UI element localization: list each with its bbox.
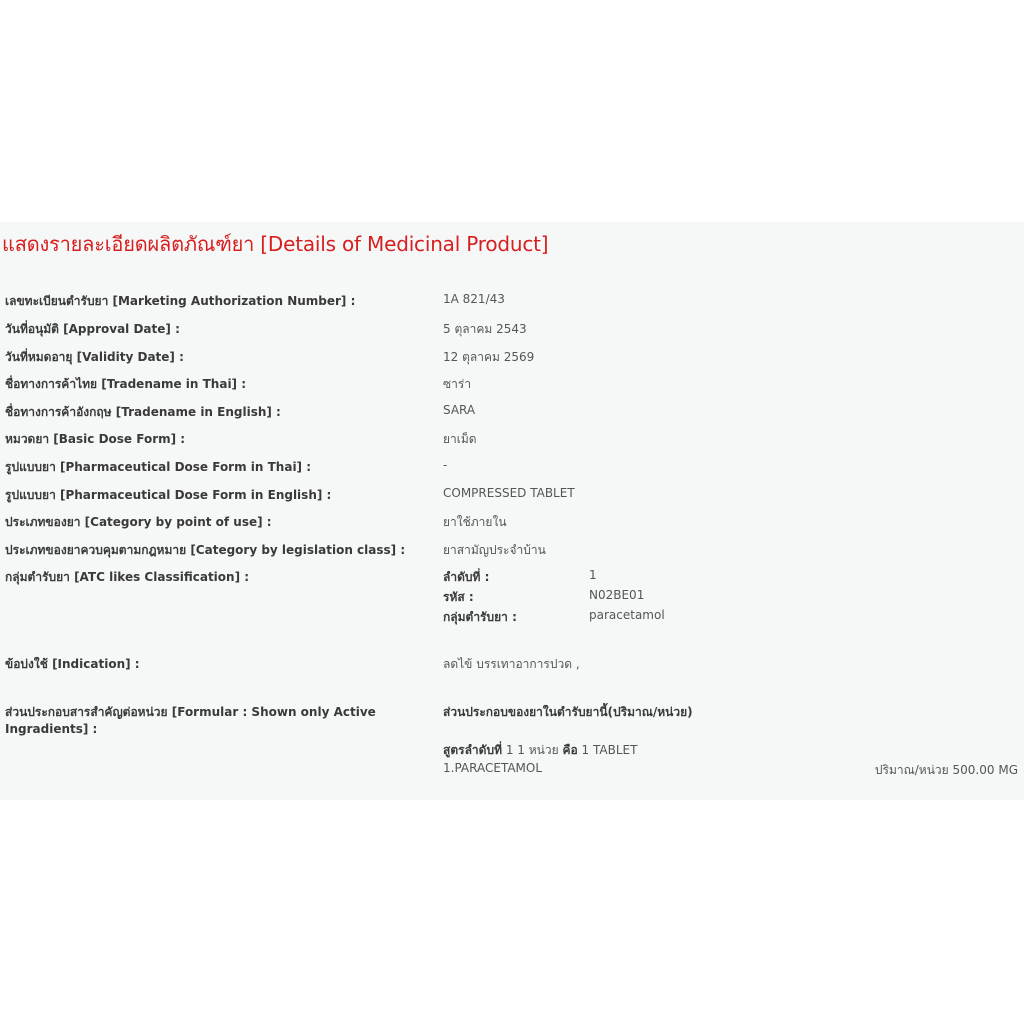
amount-label: ปริมาณ/หน่วย xyxy=(874,763,949,777)
field-value-category-point-of-use: ยาใช้ภายใน xyxy=(443,515,507,529)
field-value-tradename-english: SARA xyxy=(443,403,476,417)
field-label-formula-line2: Ingradients] : xyxy=(5,722,98,736)
atc-order-value: 1 xyxy=(589,568,597,582)
field-label-tradename-thai: ชื่อทางการค้าไทย [Tradename in Thai] : xyxy=(5,377,247,391)
formula-recipe-line xyxy=(443,741,637,760)
field-value-tradename-thai: ซาร่า xyxy=(443,377,472,391)
field-label-tradename-english: ชื่อทางการค้าอังกฤษ [Tradename in English] : xyxy=(5,405,281,419)
recipe-is: คือ xyxy=(562,743,578,757)
ingredient-name: 1.PARACETAMOL xyxy=(443,761,543,775)
field-label-marketing-authorization-number: เลขทะเบียนตำรับยา [Marketing Authorization Number] : xyxy=(5,294,356,308)
field-value-marketing-authorization-number: 1A 821/43 xyxy=(443,292,505,306)
field-label-indication: ข้อบ่งใช้ [Indication] : xyxy=(5,657,140,671)
atc-code-value: N02BE01 xyxy=(589,588,645,602)
atc-order-label: ลำดับที่ : xyxy=(443,570,490,584)
field-label-category-legislation: ประเภทของยาควบคุมตามกฎหมาย [Category by legislation class] : xyxy=(5,543,406,557)
field-label-dose-form-english: รูปแบบยา [Pharmaceutical Dose Form in English] : xyxy=(5,488,332,502)
field-value-dose-form-thai: - xyxy=(443,458,448,472)
recipe-quantity: 1 xyxy=(517,743,525,757)
field-value-basic-dose-form: ยาเม็ด xyxy=(443,432,477,446)
page-title: แสดงรายละเอียดผลิตภัณฑ์ยา [Details of Medicinal Product] xyxy=(2,232,549,256)
field-label-basic-dose-form: หมวดยา [Basic Dose Form] : xyxy=(5,432,186,446)
field-label-approval-date: วันที่อนุมัติ [Approval Date] : xyxy=(5,322,180,336)
field-label-category-point-of-use: ประเภทของยา [Category by point of use] : xyxy=(5,515,272,529)
field-value-category-legislation: ยาสามัญประจำบ้าน xyxy=(443,543,546,557)
ingredient-amount xyxy=(875,761,1018,780)
field-value-dose-form-english: COMPRESSED TABLET xyxy=(443,486,575,500)
atc-group-value: paracetamol xyxy=(589,608,665,622)
field-value-indication: ลดไข้ บรรเทาอาการปวด , xyxy=(443,657,580,671)
field-value-approval-date: 5 ตุลาคม 2543 xyxy=(443,322,527,336)
formula-heading: ส่วนประกอบของยาในตำรับยานี้(ปริมาณ/หน่วย) xyxy=(443,705,693,719)
atc-code-label: รหัส : xyxy=(443,590,474,604)
field-label-validity-date: วันที่หมดอายุ [Validity Date] : xyxy=(5,350,184,364)
recipe-number: 1 xyxy=(505,743,514,757)
field-label-formula-line1: ส่วนประกอบสารสำคัญต่อหน่วย [Formular : Shown only Active xyxy=(5,705,376,719)
field-label-atc-classification: กลุ่มตำรับยา [ATC likes Classification] : xyxy=(5,570,250,584)
atc-group-label: กลุ่มตำรับยา : xyxy=(443,610,517,624)
recipe-unit-word: หน่วย xyxy=(528,743,559,757)
amount-value: 500.00 MG xyxy=(952,763,1018,777)
recipe-prefix: สูตรลำดับที่ xyxy=(443,743,502,757)
field-value-validity-date: 12 ตุลาคม 2569 xyxy=(443,350,535,364)
recipe-unit: 1 TABLET xyxy=(581,743,638,757)
field-label-dose-form-thai: รูปแบบยา [Pharmaceutical Dose Form in Thai] : xyxy=(5,460,312,474)
